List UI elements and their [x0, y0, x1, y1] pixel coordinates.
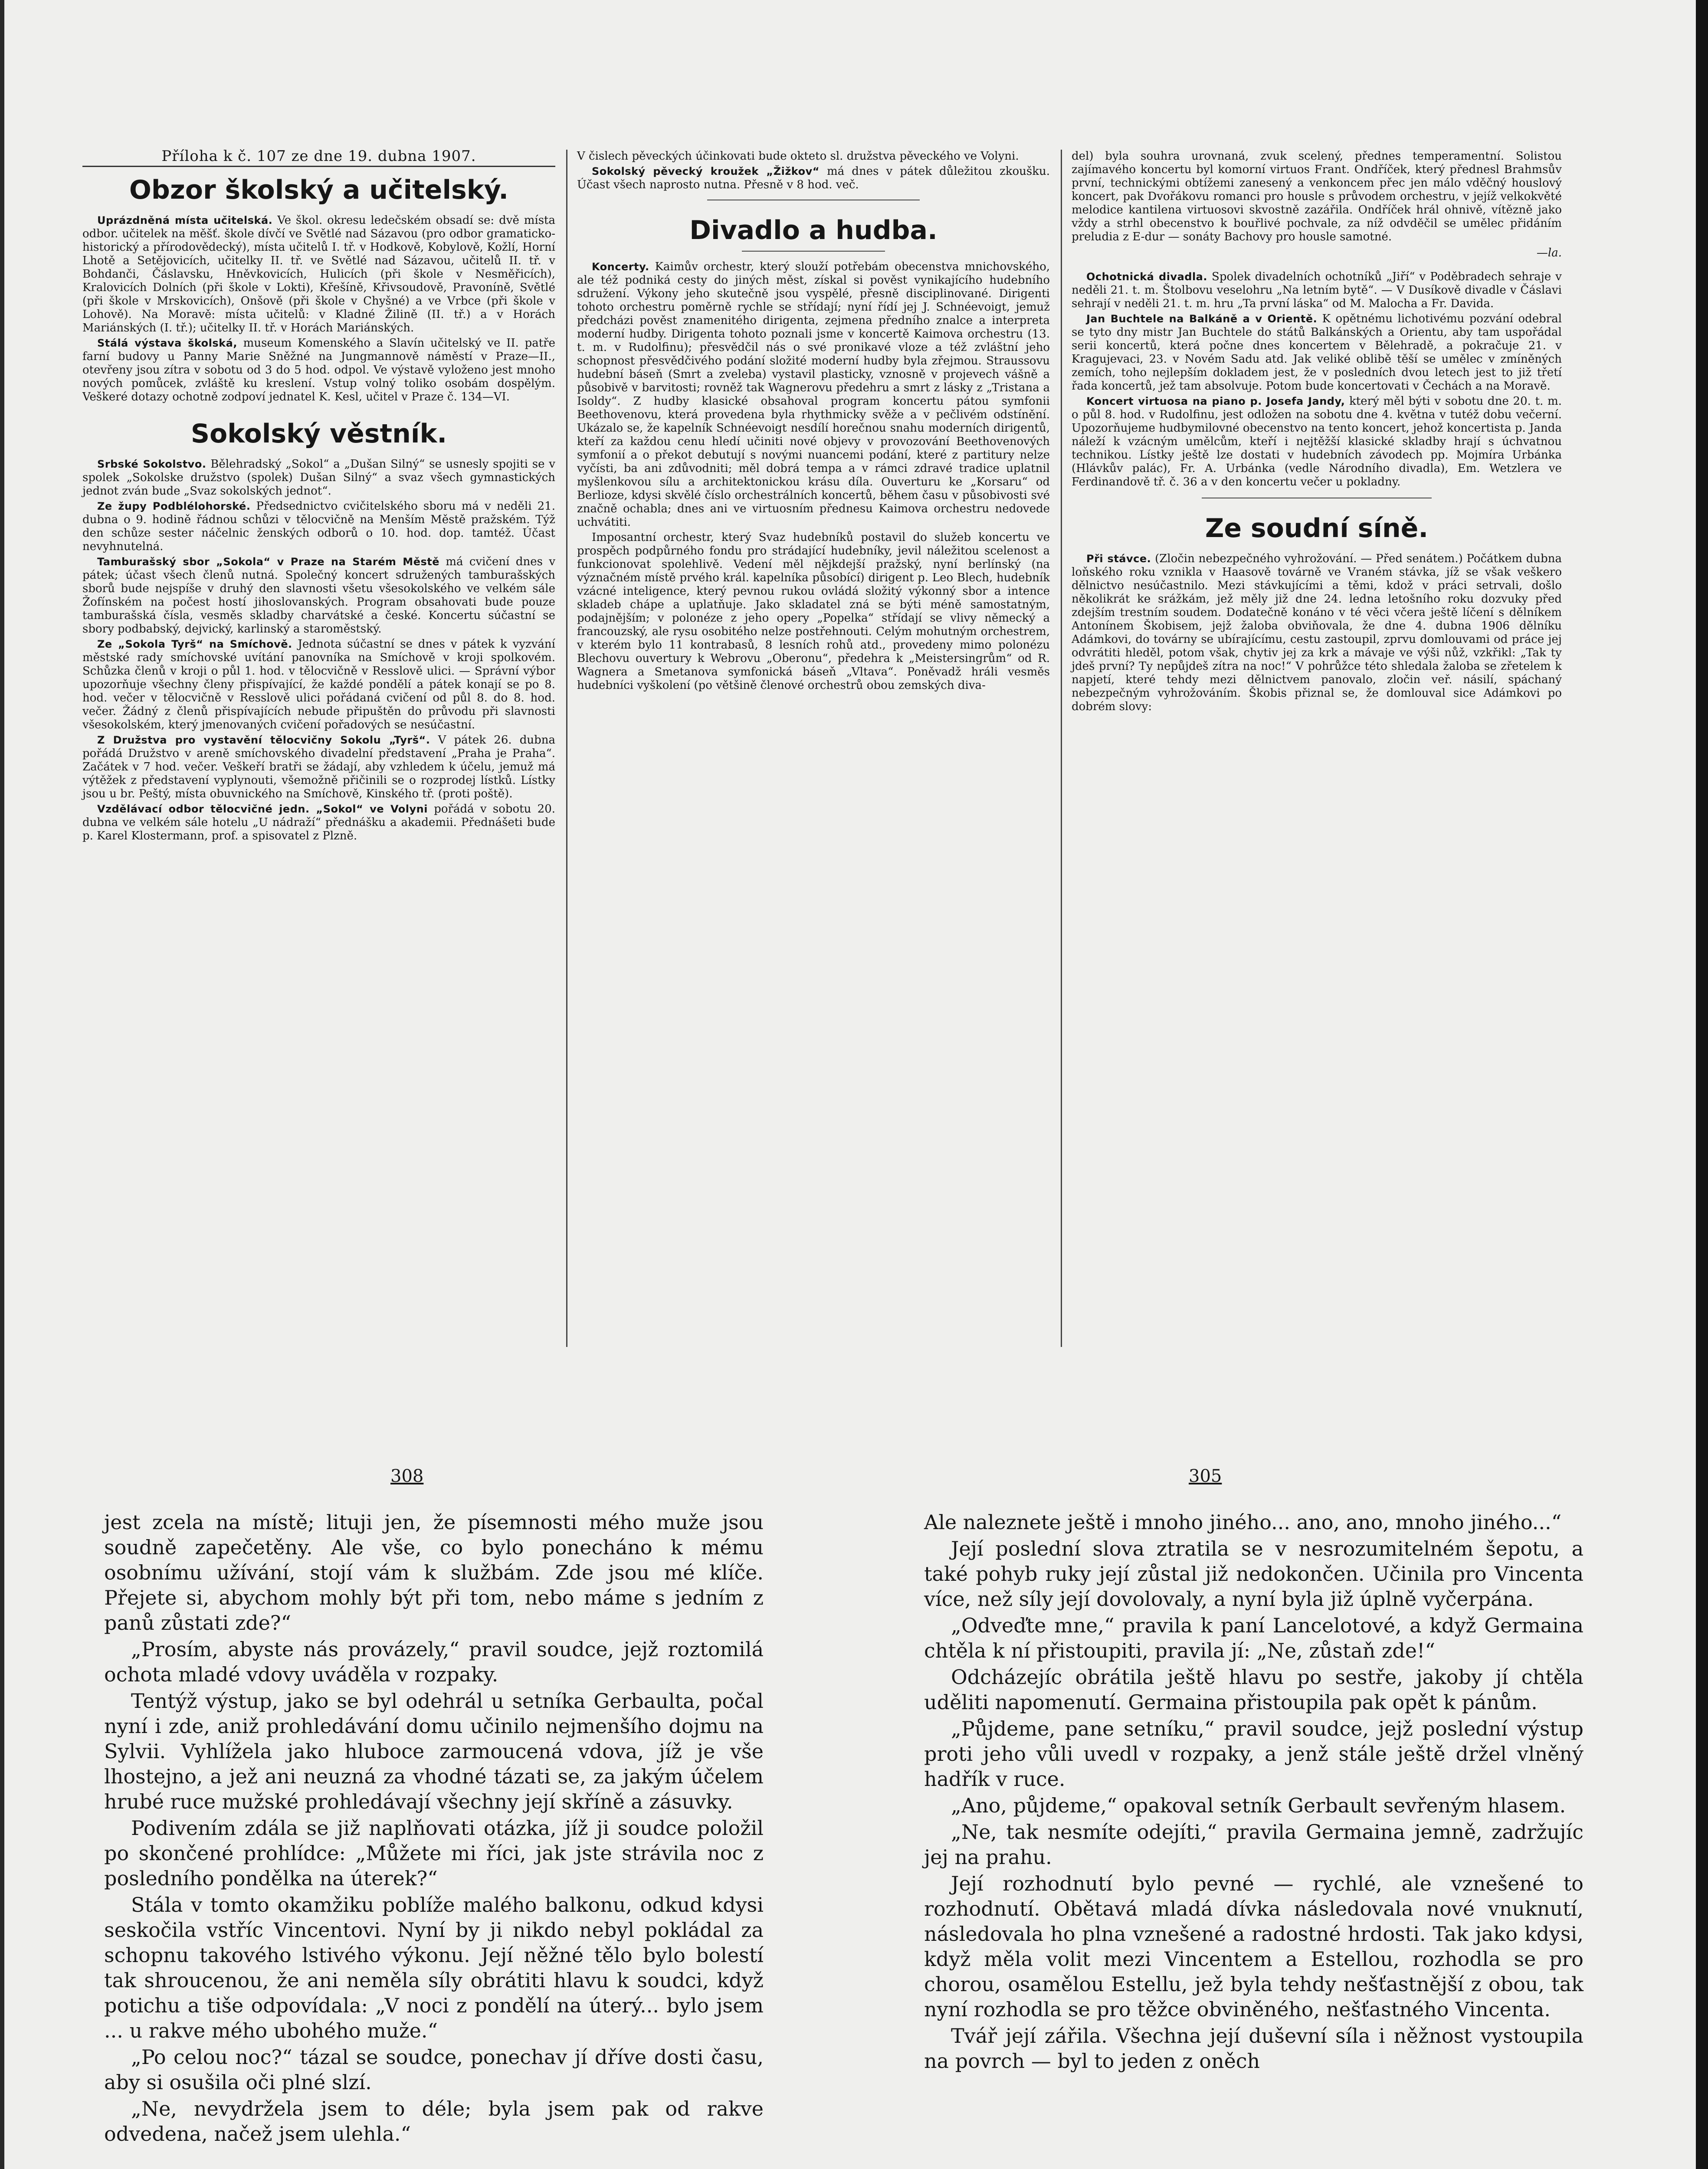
novel-paragraph: jest zcela na místě; lituji jen, že písemnosti mého muže jsou soudně zapečetěny. Ale vše, co bylo ponecháno k mému osobnímu užívání, stojí vám k službám. Zde jsou mé klíče. Přejete si, abychom mohly být při tom, nebo máme s jedním z panů zůstati zde?“	[104, 1510, 764, 1635]
item-lead: Koncert virtuosa na piano p. Josefa Jandy,	[1086, 395, 1345, 407]
column-rule	[1061, 150, 1062, 1347]
item-lead: Z Družstva pro vystavění tělocvičny Sokolu „Tyrš“.	[97, 734, 430, 746]
item-text: (Zločin nebezpečného vyhrožování. — Před senátem.) Počátkem dubna loňského roku vznikla v Haasově továrně ve Vraném stávka, jíž se však veškero dělnictvo nesúčastnilo. Mezi stávkujícími a těmi, kdož v práci setrvali, došlo několikrát ke srážkám, jež měly již dne 24. ledna letošního roku dozvuky před zdejším trestním soudem. Dodatečně konáno v té věci včera ještě líčení s dělníkem Antonínem Škobisem, jejž žaloba obviňovala, že dne 4. dubna 1906 dělníku Adámkovi, do továrny se ubírajícímu, cestu zastoupil, zprvu domlouvami od práce jej odvrátiti hleděl, potom však, chytiv jej za krk a mávaje ve výši nůž, vzkřikl: „Tak ty jdeš první? Ty nepůjdeš zítra na noc!“ V pohrůžce této shledala žaloba se zřetelem k napjetí, které tehdy mezi dělnictvem panovalo, zločin veř. násilí, spáchaný nebezpečným vyhrožováním. Škobis přiznal se, že domlouval sice Adámkovi po dobrém slovy:	[1072, 552, 1562, 713]
newspaper-supplement	[82, 147, 1579, 1356]
scan-left-edge	[0, 0, 4, 2169]
section-divider	[742, 251, 885, 252]
item-text: V pátek 26. dubna pořádá Družstvo v areně smíchovského divadelní představení „Praha je Praha“. Začátek v 7 hod. večer. Veškeří bratři se žádají, aby vzhledem k účelu, jemuž má výtěžek z představení vyplynouti, všemožně přičinili se o rozprodej lístků. Lístky jsou u br. Peštý, místa obuvnického na Smíchově, Kinského tř. (proti poště).	[82, 734, 556, 800]
item-lead: Tamburašský sbor „Sokola“ v Praze na Starém Městě	[97, 556, 440, 568]
item-text: pořádá v sobotu 20. dubna ve velkém sále hotelu „U nádraží“ přednášku a akademii. Přednášeti bude p. Karel Klostermann, prof. a spisovatel z Plzně.	[82, 803, 556, 842]
article-paragraph: del) byla souhra urovnaná, zvuk scelený, přednes temperamentní. Solistou zajímavého koncertu byl komorní virtuos Frant. Ondříček, který přednesl Brahmsův první, technickými obtížemi zanesený a venkoncem přec jen málo vděčný houslový koncert, pak Dvořákovu romanci pro housle s průvodem orchestru, v jejíž velkokvěté melodice kantilena virtuosovi skvostně zazářila. Ondříček hrál ohnivě, vítězně jako vždy a strhl obecenstvo k bouřlivé pochvale, za níž odvděčil se umělec přidáním preludia z E-dur — sonáty Bachovy pro housle samotné.	[1072, 150, 1562, 243]
novel-paragraph: „Prosím, abyste nás provázely,“ pravil soudce, jejž roztomilá ochota mladé vdovy uváděla v rozpaky.	[104, 1638, 764, 1686]
item-text: K opětnému lichotivému pozvání odebral se tyto dny mistr Jan Buchtele do států Balkánských a Orientu, aby tam uspořádal serii koncertů, která počne dnes koncertem v Bělehradě, a pokračuje 21. v Kragujevaci, 23. v Novém Sadu atd. Jak veliké oblibě těší se umělec v zmíněných zemích, toho nejlepším dokladem jest, že v posledních dvou letech jest to již třetí řada koncertů, jež tam absolvuje. Potom bude koncertovati v Čechách a na Moravě.	[1072, 312, 1562, 393]
item-lead: Srbské Sokolstvo.	[97, 458, 207, 470]
news-item	[82, 803, 555, 843]
novel-paragraph: Její rozhodnutí bylo pevné — rychlé, ale vznešené to rozhodnutí. Obětavá mladá dívka následovala nové vnuknutí, následovala ho plna vznešené a radostné hrdosti. Tak jako kdysi, když měla volit mezi Vincentem a Estellou, rozhodla se pro chorou, osamělou Estellu, jež byla tehdy nešťastnější z obou, tak nyní rozhodla se pro těžce obviněného, nešťastného Vincenta.	[924, 1872, 1583, 2021]
novel-paragraph: „Ne, nevydržela jsem to déle; byla jsem pak od rakve odvedena, načež jsem ulehla.“	[104, 2097, 764, 2146]
item-lead: Stálá výstava školská,	[97, 337, 237, 349]
news-item	[82, 458, 555, 498]
novel-paragraph: „Odveďte mne,“ pravila k paní Lancelotové, a když Germaina chtěla k ní přistoupiti, pravila jí: „Ne, zůstaň zde!“	[924, 1614, 1583, 1662]
news-item	[1072, 270, 1562, 311]
news-item	[82, 337, 555, 404]
novel-paragraph: Podivením zdála se již naplňovati otázka, jíž ji soudce položil po skončené prohlídce: „Můžete mi říci, jak jste strávila noc z posledního pondělka na úterek?“	[104, 1816, 764, 1890]
column-2	[577, 150, 1050, 694]
item-lead: Při stávce.	[1086, 553, 1151, 565]
section-title-court: Ze soudní síně.	[1205, 513, 1429, 544]
item-text: Jednota súčastní se dnes v pátek k vyzvání městské rady smíchovské uvítání panovníka na Smíchově v kroji spolkovém. Schůzka členů v kroji o půl 1. hod. v tělocvičně v Resslově ulici. — Správní výbor upozorňuje všechny členy přispívající, že každé pondělí a pátek konají se po 8. hod. večer v tělocvičně v Resslově ulici pořádaná cvičení od půl 8. do 8. hod. večer. Žádný z členů přispívajících nebude připuštěn do průvodu při slavnosti všesokolském, který jmenovaných cvičení pořadových se nesúčastní.	[82, 638, 555, 731]
item-text: má dnes v pátek důležitou zkoušku. Účast všech naprosto nutna. Přesně v 8 hod. več.	[577, 165, 1050, 191]
item-lead: Jan Buchtele na Balkáně a v Orientě.	[1086, 313, 1318, 325]
news-item	[82, 500, 555, 554]
news-item	[82, 638, 555, 732]
item-text: má cvičení dnes v pátek; účast všech členů nutná. Společný koncert sdružených tamburašských sborů bude nejspíše v druhý den slavnosti všetu všesokolského ve velkém sále Žofínském na počest hostí jihoslovanských. Program obsahovati bude pouze tamburašská čísla, vesměs skladby charvátské a české. Koncertu súčastní se sbory podbabský, dejvický, karlinský a staroměstský.	[82, 555, 556, 636]
novel-paragraph: Tentýž výstup, jako se byl odehrál u setníka Gerbaulta, počal nyní i zde, aniž prohledávání domu učinilo nejmenšího dojmu na Sylvii. Vyhlížela jako hluboce zarmoucená vdova, jíž je vše lhostejno, a jež ani neuzná za vhodné tázati se, za jakým účelem hrubé ruce mužské prohledávají všechny její skříně a zásuvky.	[104, 1689, 764, 1813]
news-item	[577, 165, 1050, 192]
section-title-school: Obzor školský a učitelský.	[129, 175, 509, 205]
news-item	[1072, 395, 1562, 489]
news-item	[82, 555, 555, 636]
item-text: Předsednictvo cvičitelského sboru má v neděli 21. dubna o 9. hodině řádnou schůzi v tělocvičně na Menším Městě pražském. Týž den schůze sester náčelnic ženských odborů o 10. hod. dop. tamtéž. Účast nevyhnutelná.	[82, 500, 555, 553]
item-lead: Ochotnická divadla.	[1086, 271, 1207, 283]
novel-paragraph: Tvář její zářila. Všechna její duševní síla i něžnost vystoupila na povrch — byl to jeden z oněch	[924, 2024, 1583, 2073]
article-paragraph	[577, 260, 1050, 529]
novel-page-left	[104, 1510, 764, 2148]
novel-paragraph: Ale naleznete ještě i mnoho jiného... ano, ano, mnoho jiného...“	[924, 1510, 1562, 1534]
item-text: museum Komenského a Slavín učitelský ve II. patře farní budovy u Panny Marie Sněžné na Jungmannově náměstí v Praze—II., otevřeny jsou zítra v sobotu od 3 do 5 hod. odpol. Ve výstavě vyloženo jest mnoho nových pomůcek, zvláště ku kreslení. Vstup volný toliko osobám dospělým. Veškeré dotazy ochotně zodpoví jednatel K. Kesl, učitel v Praze č. 134—VI.	[82, 337, 555, 403]
novel-paragraph: „Ano, půjdeme,“ opakoval setník Gerbault sevřeným hlasem.	[951, 1794, 1566, 1817]
news-item: V čislech pěveckých účinkovati bude okteto sl. družstva pěveckého ve Volyni.	[577, 150, 1019, 163]
page-number-right: 305	[1189, 1466, 1222, 1486]
item-text: který měl býti v sobotu dne 20. t. m. o půl 8. hod. v Rudolfinu, jest odložen na sobotu dne 4. května v tutéž dobu večerní. Upozorňujeme hudbymilovné obecenstvo na tento koncert, jehož koncertista p. Janda náleží k vzácným umělcům, kteří i nejtěžší klasické skladby hrají s úchvatnou technikou. Lístky ještě lze dostati v hudebních závodech pp. Mojmíra Urbánka (Hlávkův palác), Fr. A. Urbánka (vedle Národního divadla), Em. Wetzlera ve Ferdinandově tř. č. 36 a v den koncertu večer u pokladny.	[1072, 395, 1562, 488]
column-3	[1072, 150, 1562, 715]
column-rule	[566, 150, 567, 1347]
novel-paragraph: Její poslední slova ztratila se v nesrozumitelném šepotu, a také pohyb ruky její zůstal již nedokončen. Učinila pro Vincenta více, než síly její dovolovaly, a nyní byla již úplně vyčerpána.	[924, 1537, 1583, 1611]
novel-page-right	[924, 1510, 1583, 2075]
article-paragraph: Imposantní orchestr, který Svaz hudebníků postavil do služeb koncertu ve prospěch podpůrného fondu pro strádající hudebníky, jevil náležitou scelenost a funkcionovat spolehlivě. Vedení měl nějkdejší pražský, nyní berlínský (na význačném místě prvého král. kapelníka působící) dirigent p. Leo Blech, hudebník vzácné inteligence, který pevnou rukou ovládá složitý výkonný sbor a intence skladeb chápe a uplatňuje. Jako skladatel zná se býti méně samostatným, podajnějším; v polonéze z jeho opery „Popelka“ střídají se vlivy německý a francouzský, ale rysu osobitého nelze postřehnouti. Celým mohutným orchestrem, v kterém bylo 11 kontrabasů, 8 lesních rohů atd., provedeny mimo polonézu Blechovu ouvertury k Webrovu „Oberonu“, předehra k „Meistersingrům“ od R. Wagnera a Smetanova symfonická báseň „Vltava“. Poněvadž hráli vesměs hudebníci vyškolení (po většině členové orchestrů obou zemských diva-	[577, 531, 1050, 692]
novel-paragraph: Odcházejíc obrátila ještě hlavu po sestře, jakoby jí chtěla uděliti napomenutí. Germaina přistoupila pak opět k pánům.	[924, 1665, 1583, 1714]
item-lead: Ze župy Podblélohorské.	[97, 500, 251, 512]
news-item	[82, 734, 555, 801]
sokol-items	[82, 458, 555, 843]
column-1	[82, 147, 556, 845]
news-item	[1072, 552, 1562, 714]
item-text: Bělehradský „Sokol“ a „Dušan Silný“ se usnesly spojiti se v spolek „Sokolske družstvo (spolek) Dušan Silný“ a svaz všech gymnastických jednot zván bude „Svaz sokolských jednot“.	[82, 458, 555, 498]
item-text: Ve škol. okresu ledečském obsadí se: dvě místa odbor. učitelek na měšť. škole dívčí ve Světlé nad Sázavou (pro odbor gramaticko-historický a přírodovědecký), místa učitelů I. tř. v Hodkově, Kobylově, Kožlí, Horní Lhotě a Setějovicích, učitelky II. tř. ve Světlé nad Sázavou, učitelů II. tř. v Bohdanči, Čáslavsku, Hněvkovicích, Hulicích (při škole v Nesměřicích), Kralovicích Dolních (při škole v Lokti), Křešíně, Křivsoudově, Pravoníně, Světlé (při škole v Mrskovicích), Onšově (při škole v Chyšné) a ve Vrbce (při škole v Lohově). Na Moravě: místa učitelů: v Kladné Žilině (II. tř.) a v Horách Mariánských (I. tř.); učitelky II. tř. v Horách Mariánských.	[82, 214, 555, 334]
novel-paragraph: Stála v tomto okamžiku poblíže malého balkonu, odkud kdysi seskočila vstříc Vincentovi. Nyní by ji nikdo nebyl pokládal za schopnu takového lstivého výkonu. Její něžné tělo bylo bolestí tak shroucenou, že ani neměla síly obrátiti hlavu k soudci, když potichu a tiše odpovídala: „V noci z pondělí na úterý... bylo jsem ... u rakve mého ubohého muže.“	[104, 1893, 764, 2042]
item-lead: Sokolský pěvecký kroužek „Žižkov“	[592, 165, 820, 177]
item-lead: Koncerty.	[592, 261, 649, 273]
school-items	[82, 214, 555, 404]
item-text: Spolek divadelních ochotníků „Jiří“ v Poděbradech sehraje v neděli 21. t. m. Štolbovu veselohru „Na letním bytě“. — V Dusíkově divadle v Čáslavi sehrají v neděli 21. t. m. hru „Ta první láska“ od M. Malocha a Fr. Davida.	[1072, 270, 1562, 310]
news-item	[82, 214, 555, 335]
news-item	[1072, 312, 1562, 393]
section-title-theatre: Divadlo a hudba.	[689, 215, 938, 246]
novel-paragraph: „Po celou noc?“ tázal se soudce, ponechav jí dříve dosti času, aby si osušila oči plné slzí.	[104, 2045, 764, 2094]
author-signature: —la.	[1536, 246, 1562, 259]
item-lead: Uprázdněná místa učitelská.	[97, 214, 273, 226]
item-lead: Vzdělávací odbor tělocvičné jedn. „Sokol“ ve Volyni	[97, 803, 428, 815]
paragraph-text: Kaimův orchestr, který slouží potřebám obecenstva mnichovského, ale též podniká cesty do jiných měst, získal si pověst vynikajícího hudebního sdružení. Výkony jeho skutečně jsou vyspělé, přesně disciplinované. Dirigenti tohoto orchestru poměrně rychle se střídají; nyní řídí jej J. Schnéevoigt, jemuž předcházi pověst znamenitého dirigenta, zejmena předního znalce a interpreta moderní hudby. Dirigenta tohoto poznali jsme v koncertě Kaimova orchestru (13. t. m. v Rudolfinu); přesvědčil nás o své pronikavé vloze a též zvláštní jeho schopnost přesvědčivého podání složité moderní hudby byla zřejmou. Straussovu hudební báseň (Smrt a zveleba) vystavil plasticky, vznosně v projevech vášně a působivě v barvitosti; rovněž tak Wagnerovu předehru a smrt z lásky z „Tristana a Isoldy“. Z hudby klasické obsahoval program koncertu pátou symfonii Beethovenovu, která provedena byla rhythmicky svěže a v pečlivém odstínění. Ukázalo se, že kapelník Schnéevoigt nesdílí horečnou snahu moderních dirigentů, kteří za každou cenu hledí učiniti nové objevy v provozování Beethovenových symfonií a o překot debutují s novými nuancemi podání, které z partitury nelze vyčísti, ba ani zdůvodniti; měl dobrá tempa a v rámci zdravé tradice uplatnil myšlenkovou sílu a architektonickou krásu díla. Ouverturu ke „Korsaru“ od Berlioze, kdysi skvělé číslo orchestrálních koncertů, během času v působivosti své značně ochabla; dnes ani ve virtuosním přednesu Kaimova orchestru nedovede uchvátiti.	[577, 260, 1050, 529]
section-title-sokol: Sokolský věstník.	[190, 419, 447, 449]
novel-paragraph: „Ne, tak nesmíte odejíti,“ pravila Germaina jemně, zadržujíc jej na prahu.	[924, 1820, 1583, 1869]
item-lead: Ze „Sokola Tyrš“ na Smíchově.	[97, 638, 292, 650]
page-number-left: 308	[390, 1466, 424, 1486]
issue-header: Příloha k č. 107 ze dne 19. dubna 1907.	[82, 150, 555, 167]
scan-right-edge	[1696, 0, 1708, 2169]
novel-paragraph: „Půjdeme, pane setníku,“ pravil soudce, jejž poslední výstup proti jeho vůli uvedl v rozpaky, a jenž stále ještě držel vlněný hadřík v ruce.	[924, 1717, 1583, 1791]
